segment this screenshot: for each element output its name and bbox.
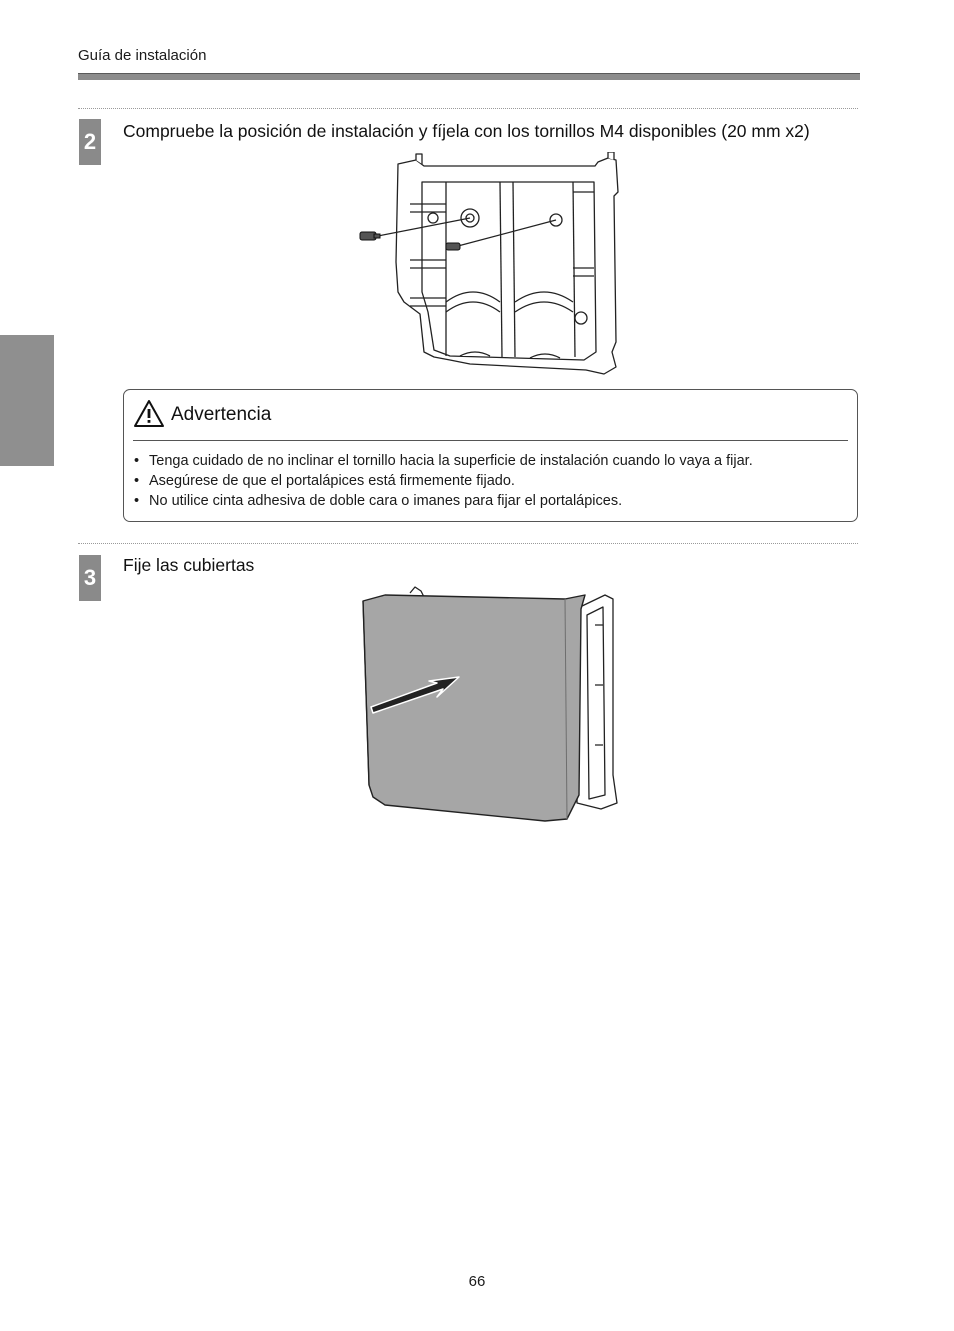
step-divider <box>78 108 858 109</box>
step-instruction: Compruebe la posición de instalación y fíjela con los tornillos M4 disponibles (20 mm x2) <box>123 121 810 141</box>
list-item: • Asegúrese de que el portalápices está firmemente fijado. <box>134 471 753 491</box>
warning-divider <box>133 440 848 441</box>
step-number-badge: 2 <box>79 119 101 165</box>
list-item: • No utilice cinta adhesiva de doble cara o imanes para fijar el portalápices. <box>134 491 753 511</box>
warning-triangle-icon <box>133 399 165 428</box>
warning-box <box>123 389 858 522</box>
page-header-title: Guía de instalación <box>78 47 207 64</box>
step-instruction: Fije las cubiertas <box>123 555 255 575</box>
cover-attachment-illustration <box>355 585 625 830</box>
chapter-side-tab <box>0 335 54 466</box>
cover-panel <box>363 595 585 821</box>
step-divider <box>78 543 858 544</box>
mounting-bracket-illustration <box>350 152 630 382</box>
warning-title: Advertencia <box>171 404 272 425</box>
list-item: • Tenga cuidado de no inclinar el tornillo hacia la superficie de instalación cuando lo vaya a fijar. <box>134 451 753 471</box>
page-number: 66 <box>468 1273 486 1290</box>
warning-list <box>134 451 753 511</box>
step-number-badge: 3 <box>79 555 101 601</box>
header-rule <box>78 73 860 80</box>
